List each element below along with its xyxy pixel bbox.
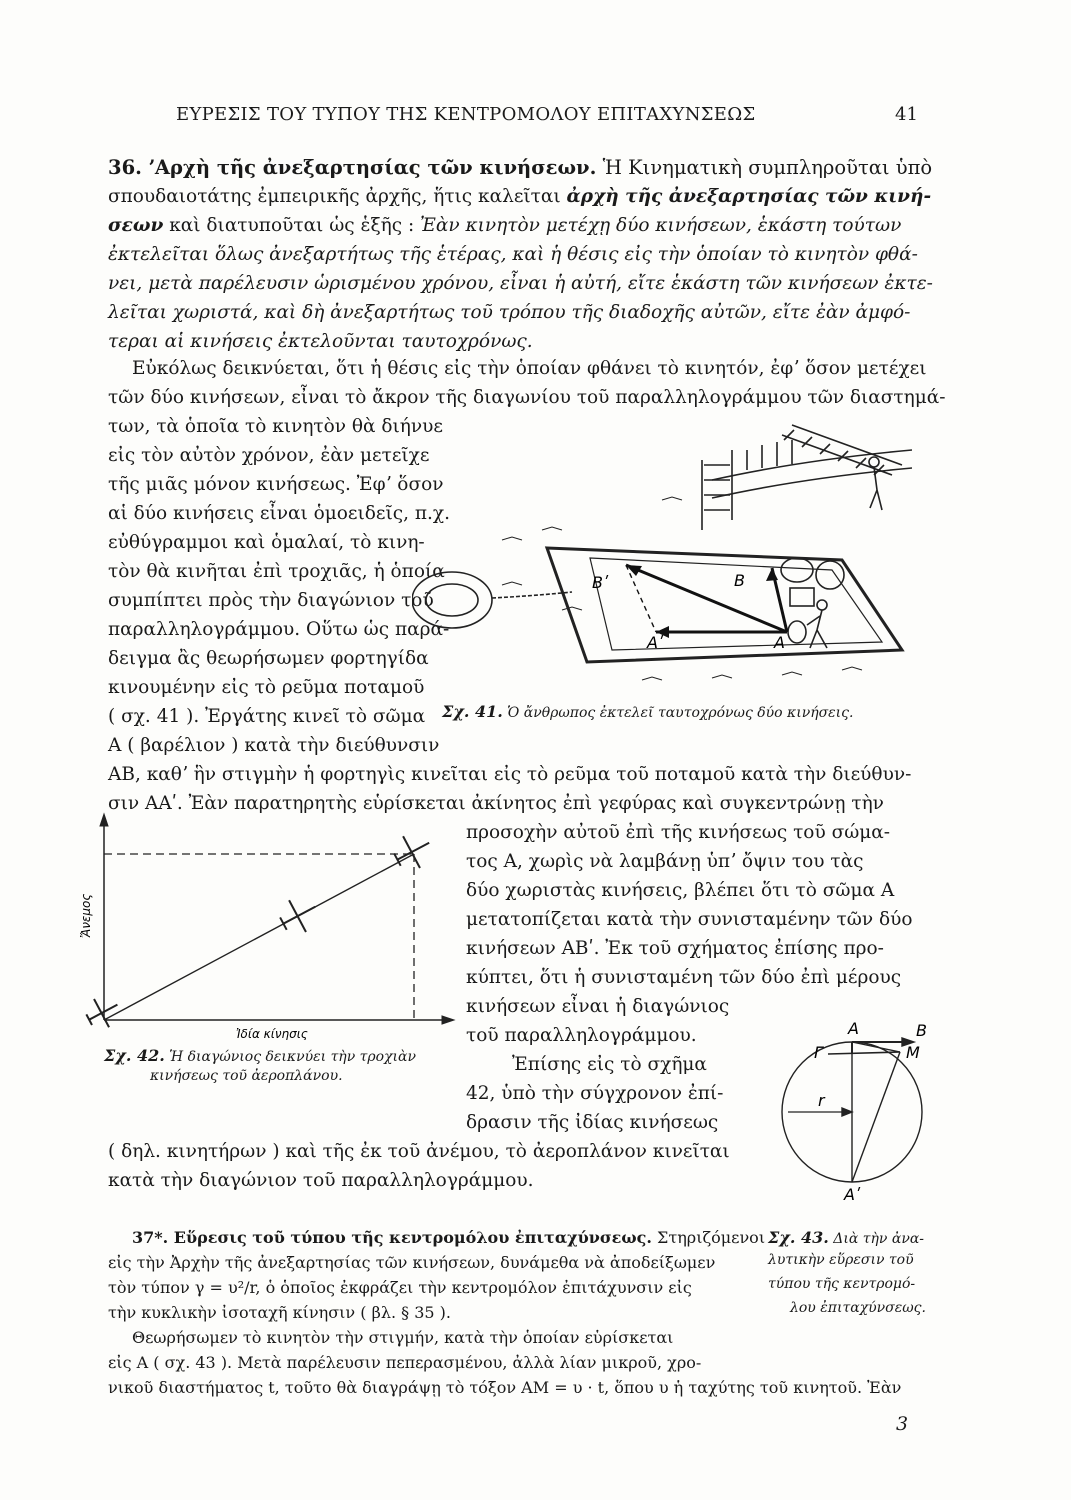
section-36-line-3: σεων καὶ διατυποῦται ὡς ἑξῆς : Ἐὰν κινητὸν μετέχῃ δύο κινήσεων, ἑκάστη τούτων xyxy=(108,215,902,236)
fig43-label-r: r xyxy=(818,1091,825,1110)
figure-41 xyxy=(412,420,912,700)
section-37-para2-3: νικοῦ διαστήματος t, τοῦτο θὰ διαγράψῃ τὸ τόξον ΑΜ = υ · t, ὅπου υ ἡ ταχύτης τοῦ κινητοῦ. Ἐὰν xyxy=(108,1378,902,1397)
fig43-label-m: Μ xyxy=(906,1043,920,1062)
para3-right-1: Ἐπίσης εἰς τὸ σχῆμα xyxy=(512,1054,707,1075)
section-36-line-2: σπουδαιοτάτης ἐμπειρικῆς ἀρχῆς, ἥτις καλεῖται ἀρχὴ τῆς ἀνεξαρτησίας τῶν κινή- xyxy=(108,186,932,207)
fig43-label-b: Β xyxy=(916,1021,927,1040)
para2-narrow-5: εὐθύγραμμοι καὶ ὁμαλαί, τὸ κινη- xyxy=(108,532,425,553)
section-36-line-6: λεῖται χωριστά, καὶ δὴ ἀνεξαρτήτως τοῦ τρόπου τῆς διαδοχῆς αὐτῶν, εἴτε ἐὰν ἀμφό- xyxy=(108,302,911,323)
section-title: ʼΑρχὴ τῆς ἀνεξαρτησίας τῶν κινήσεων. xyxy=(148,156,597,179)
para2-narrow-8: παραλληλογράμμου. Οὕτω ὡς παρά- xyxy=(108,619,450,640)
para2-right-6: κύπτει, ὅτι ἡ συνισταμένη τῶν δύο ἐπὶ μέρους xyxy=(466,967,902,988)
para2-narrow-2: εἰς τὸν αὐτὸν χρόνον, ἐὰν μετεῖχε xyxy=(108,445,430,466)
fig41-label-b: Β xyxy=(734,571,745,590)
para2-right-4: μετατοπίζεται κατὰ τὴν συνισταμένην τῶν δύο xyxy=(466,909,913,930)
figure-41-caption: Σχ. 41. Ὁ ἄνθρωπος ἐκτελεῖ ταυτοχρόνως δύο κινήσεις. xyxy=(442,702,854,721)
page-number: 41 xyxy=(895,104,918,125)
para2-right-3: δύο χωριστὰς κινήσεις, βλέπει ὅτι τὸ σῶμα Α xyxy=(466,880,895,901)
para2-line-1: Εὐκόλως δεικνύεται, ὅτι ἡ θέσις εἰς τὴν ὁποίαν φθάνει τὸ κινητόν, ἐφʼ ὅσον μετέχει xyxy=(132,358,927,379)
para2-right-7: κινήσεων εἶναι ἡ διαγώνιος xyxy=(466,996,730,1017)
para2-full-1: ΑΒ, καθʼ ἣν στιγμὴν ἡ φορτηγὶς κινεῖται εἰς τὸ ρεῦμα τοῦ ποταμοῦ κατὰ τὴν διεύθυν- xyxy=(108,764,912,785)
figure-43-caption-2: λυτικὴν εὕρεσιν τοῦ xyxy=(768,1252,914,1268)
figure-43-caption-3: τύπου τῆς κεντρομό- xyxy=(768,1276,916,1292)
running-header: ΕΥΡΕΣΙΣ ΤΟΥ ΤΥΠΟΥ ΤΗΣ ΚΕΝΤΡΟΜΟΛΟΥ ΕΠΙΤΑΧΥΝΣΕΩΣ xyxy=(176,104,756,125)
section-number: 36. xyxy=(108,156,142,179)
figure-42 xyxy=(76,810,456,1040)
section-37-line-3: τὸν τύπον γ = υ²/r, ὁ ὁποῖος ἐκφράζει τὴν κεντρομόλον ἐπιτάχυνσιν εἰς xyxy=(108,1278,692,1297)
para2-full-2: σιν ΑΑʹ. Ἐὰν παρατηρητὴς εὑρίσκεται ἀκίνητος ἐπὶ γεφύρας καὶ συγκεντρώνῃ τὴν xyxy=(108,793,884,814)
para2-narrow-3: τῆς μιᾶς μόνον κινήσεως. Ἐφʼ ὅσον xyxy=(108,474,444,495)
section-36-line-1: 36. ʼΑρχὴ τῆς ἀνεξαρτησίας τῶν κινήσεων. Ἡ Κινηματικὴ συμπληροῦται ὑπὸ xyxy=(108,156,933,179)
section-37-line-1: 37*. Εὕρεσις τοῦ τύπου τῆς κεντρομόλου ἐπιταχύνσεως. Στηριζόμενοι xyxy=(132,1228,766,1247)
fig43-label-a: Α xyxy=(848,1019,859,1038)
section-36-line-7: τεραι αἱ κινήσεις ἐκτελοῦνται ταυτοχρόνως. xyxy=(108,331,533,352)
para2-narrow-4: αἱ δύο κινήσεις εἶναι ὁμοειδεῖς, π.χ. xyxy=(108,503,450,524)
para3-full-1: ( δηλ. κινητήρων ) καὶ τῆς ἐκ τοῦ ἀνέμου, τὸ ἀεροπλάνον κινεῖται xyxy=(108,1141,730,1162)
para2-narrow-10: κινουμένην εἰς τὸ ρεῦμα ποταμοῦ xyxy=(108,677,425,698)
section-37-line-4: τὴν κυκλικὴν ἰσοταχῆ κίνησιν ( βλ. § 35 ). xyxy=(108,1303,451,1322)
para3-right-2: 42, ὑπὸ τὴν σύγχρονον ἐπί- xyxy=(466,1083,724,1104)
fig43-label-g: Γ xyxy=(814,1043,823,1062)
para2-right-2: τος Α, χωρὶς νὰ λαμβάνῃ ὑπʼ ὄψιν του τὰς xyxy=(466,851,864,872)
fig41-label-b-prime: Βʹ xyxy=(592,573,608,592)
figure-42-caption-2: κινήσεως τοῦ ἀεροπλάνου. xyxy=(150,1068,343,1084)
para2-narrow-1: των, τὰ ὁποῖα τὸ κινητὸν θὰ διήνυε xyxy=(108,416,443,437)
para2-narrow-12: Α ( βαρέλιον ) κατὰ τὴν διεύθυνσιν xyxy=(108,735,440,756)
para2-narrow-9: δειγμα ἂς θεωρήσωμεν φορτηγίδα xyxy=(108,648,429,669)
para3-full-2: κατὰ τὴν διαγώνιον τοῦ παραλληλογράμμου. xyxy=(108,1170,534,1191)
para2-line-2: τῶν δύο κινήσεων, εἶναι τὸ ἄκρον τῆς διαγωνίου τοῦ παραλληλογράμμου τῶν διαστημά- xyxy=(108,387,946,408)
fig42-axis-y: Ἄνεμος xyxy=(79,893,93,938)
figure-43-caption: Σχ. 43. Διὰ τὴν ἀνα- xyxy=(768,1228,925,1247)
section-37-title: 37*. Εὕρεσις τοῦ τύπου τῆς κεντρομόλου ἐπιταχύνσεως. xyxy=(132,1228,652,1247)
section-36-line-4: ἐκτελεῖται ὅλως ἀνεξαρτήτως τῆς ἑτέρας, καὶ ἡ θέσις εἰς τὴν ὁποίαν τὸ κινητὸν φθά- xyxy=(108,244,918,265)
fig42-axis-x: Ἰδία κίνησις xyxy=(236,1027,308,1040)
signature-mark: 3 xyxy=(896,1413,909,1435)
figure-43 xyxy=(780,1010,960,1210)
section-37-para2-1: Θεωρήσωμεν τὸ κινητὸν τὴν στιγμήν, κατὰ τὴν ὁποίαν εὑρίσκεται xyxy=(132,1328,674,1347)
figure-42-caption: Σχ. 42. Ἡ διαγώνιος δεικνύει τὴν τροχιὰν xyxy=(104,1046,417,1065)
para2-right-5: κινήσεων ΑΒʹ. Ἐκ τοῦ σχήματος ἐπίσης προ- xyxy=(466,938,884,959)
figure-43-caption-4: λου ἐπιταχύνσεως. xyxy=(790,1300,926,1316)
para3-right-3: δρασιν τῆς ἰδίας κινήσεως xyxy=(466,1112,719,1133)
section-37-para2-2: εἰς Α ( σχ. 43 ). Μετὰ παρέλευσιν πεπερασμένου, ἀλλὰ λίαν μικροῦ, χρο- xyxy=(108,1353,702,1372)
fig41-label-a-prime: Αʹ xyxy=(647,633,663,652)
para2-right-8: τοῦ παραλληλογράμμου. xyxy=(466,1025,697,1046)
fig41-label-a: Α xyxy=(774,633,785,652)
para2-narrow-11: ( σχ. 41 ). Ἐργάτης κινεῖ τὸ σῶμα xyxy=(108,706,426,727)
section-36-line-5: νει, μετὰ παρέλευσιν ὡρισμένου χρόνου, εἶναι ἡ αὐτή, εἴτε ἑκάστη τῶν κινήσεων ἐκτε- xyxy=(108,273,933,294)
para2-narrow-7: συμπίπτει πρὸς τὴν διαγώνιον τοῦ xyxy=(108,590,434,611)
section-37-line-2: εἰς τὴν Ἀρχὴν τῆς ἀνεξαρτησίας τῶν κινήσεων, δυνάμεθα νὰ ἀποδείξωμεν xyxy=(108,1253,716,1272)
fig43-label-a-prime: Αʹ xyxy=(844,1185,860,1204)
para2-right-1: προσοχὴν αὐτοῦ ἐπὶ τῆς κινήσεως τοῦ σώμα- xyxy=(466,822,891,843)
para2-narrow-6: τὸν θὰ κινῆται ἐπὶ τροχιᾶς, ἡ ὁποία xyxy=(108,561,445,582)
